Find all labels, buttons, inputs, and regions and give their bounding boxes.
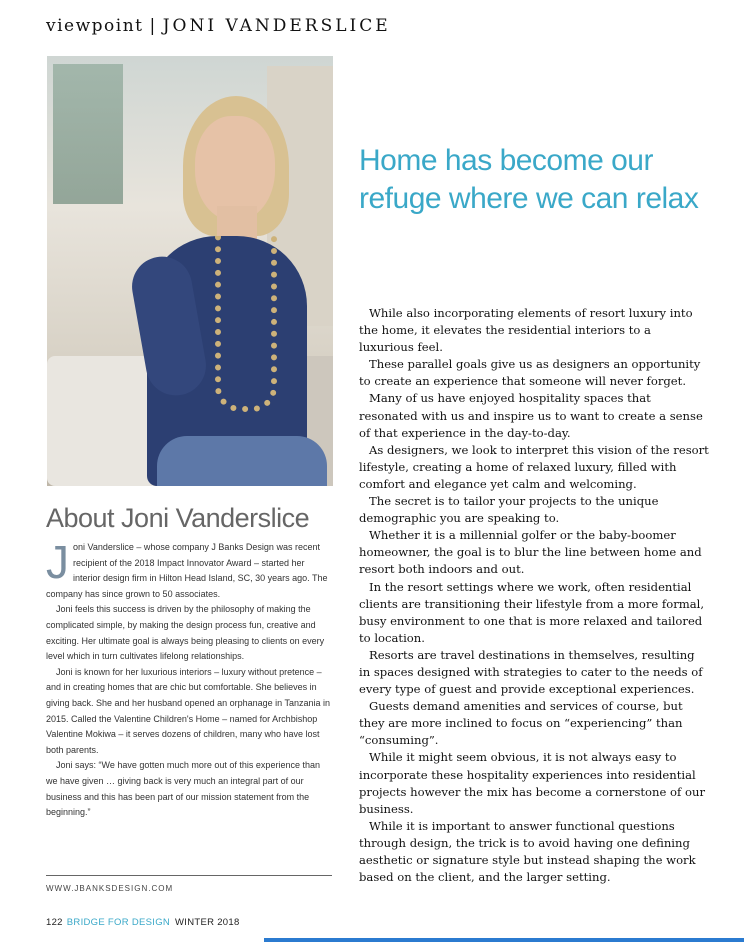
author-name: JONI VANDERSLICE <box>162 16 391 36</box>
divider <box>46 875 332 876</box>
body-paragraph: While it might seem obvious, it is not always easy to incorporate these hospitality experiences into residential projects however the mix has become a cornerstone of our business. <box>359 750 705 816</box>
pull-quote: Home has become our refuge where we can relax <box>359 144 699 215</box>
bio-paragraph: Joni Vanderslice – whose company J Banks Design was recent recipient of the 2018 Impact Innovator Award – started her interior design firm in Hilton Head Island, SC, 30 years ago. The company has since grown to 50 associates. <box>46 536 328 599</box>
body-paragraph: Many of us have enjoyed hospitality spaces that resonated with us and inspire us to want to create a sense of that experience in the day-to-day. <box>359 391 703 440</box>
publication-name: BRIDGE FOR DESIGN <box>66 917 171 928</box>
body-paragraph: In the resort settings where we work, often residential clients are transitioning their lifestyle from a more formal, busy environment to one that is more relaxed and tailored to location. <box>359 579 705 645</box>
body-paragraph: As designers, we look to interpret this vision of the resort lifestyle, creating a home of relaxed luxury, filled with comfort and elegance yet calm and welcoming. <box>359 442 709 491</box>
about-bio <box>46 536 332 821</box>
body-paragraph: These parallel goals give us as designers an opportunity to create an experience that someone will never forget. <box>359 357 701 389</box>
body-paragraph: While also incorporating elements of resort luxury into the home, it elevates the residential interiors to a luxurious feel. <box>359 306 693 355</box>
issue-label: WINTER 2018 <box>175 917 240 928</box>
bio-paragraph: Joni is known for her luxurious interiors – luxury without pretence – and in creating homes that are chic but comfortable. She believes in giving back. She and her husband opened an orphanage in Tanzania in 2015. Called the Valentine Children's Home – named for Archbishop Valentine Mokiwa – it serves dozens of children, many who have lost both parents. <box>46 666 331 755</box>
body-paragraph: The secret is to tailor your projects to the unique demographic you are speaking to. <box>359 494 659 526</box>
body-paragraph: Resorts are travel destinations in themselves, resulting in spaces designed with strategies to cater to the needs of every type of guest and provide exceptional experiences. <box>359 647 703 697</box>
header-separator: | <box>149 16 157 36</box>
section-header <box>46 16 391 36</box>
portrait-photo <box>47 56 333 486</box>
article-body <box>359 305 709 886</box>
footer-bar <box>264 938 744 942</box>
website-link[interactable]: WWW.JBANKSDESIGN.COM <box>46 884 174 893</box>
about-title: About Joni Vanderslice <box>46 503 310 533</box>
section-label: viewpoint <box>46 16 144 36</box>
page-number: 122 <box>46 917 63 928</box>
bio-paragraph: Joni says: “We have gotten much more out of this experience than we have given … giving back is very much an integral part of our business and this has been part of our mission statement from the beginning.” <box>46 760 320 818</box>
bio-paragraph: Joni feels this success is driven by the philosophy of making the complicated simple, by making the design process fun, creative and exciting. Her ultimate goal is always being pleasing to clients on every level which in turn cultivates lifelong relationships. <box>46 604 325 662</box>
page-footer <box>46 917 240 928</box>
body-paragraph: While it is important to answer functional questions through design, the trick is to avoid having one defining aesthetic or signature style but instead shaping the work based on the client, and the larger setting. <box>359 818 696 885</box>
body-paragraph: Guests demand amenities and services of course, but they are more inclined to focus on “experiencing” than “consuming”. <box>359 699 683 748</box>
body-paragraph: Whether it is a millennial golfer or the baby-boomer homeowner, the goal is to blur the line between home and resort both indoors and out. <box>359 528 702 577</box>
drop-cap: J <box>46 536 69 588</box>
